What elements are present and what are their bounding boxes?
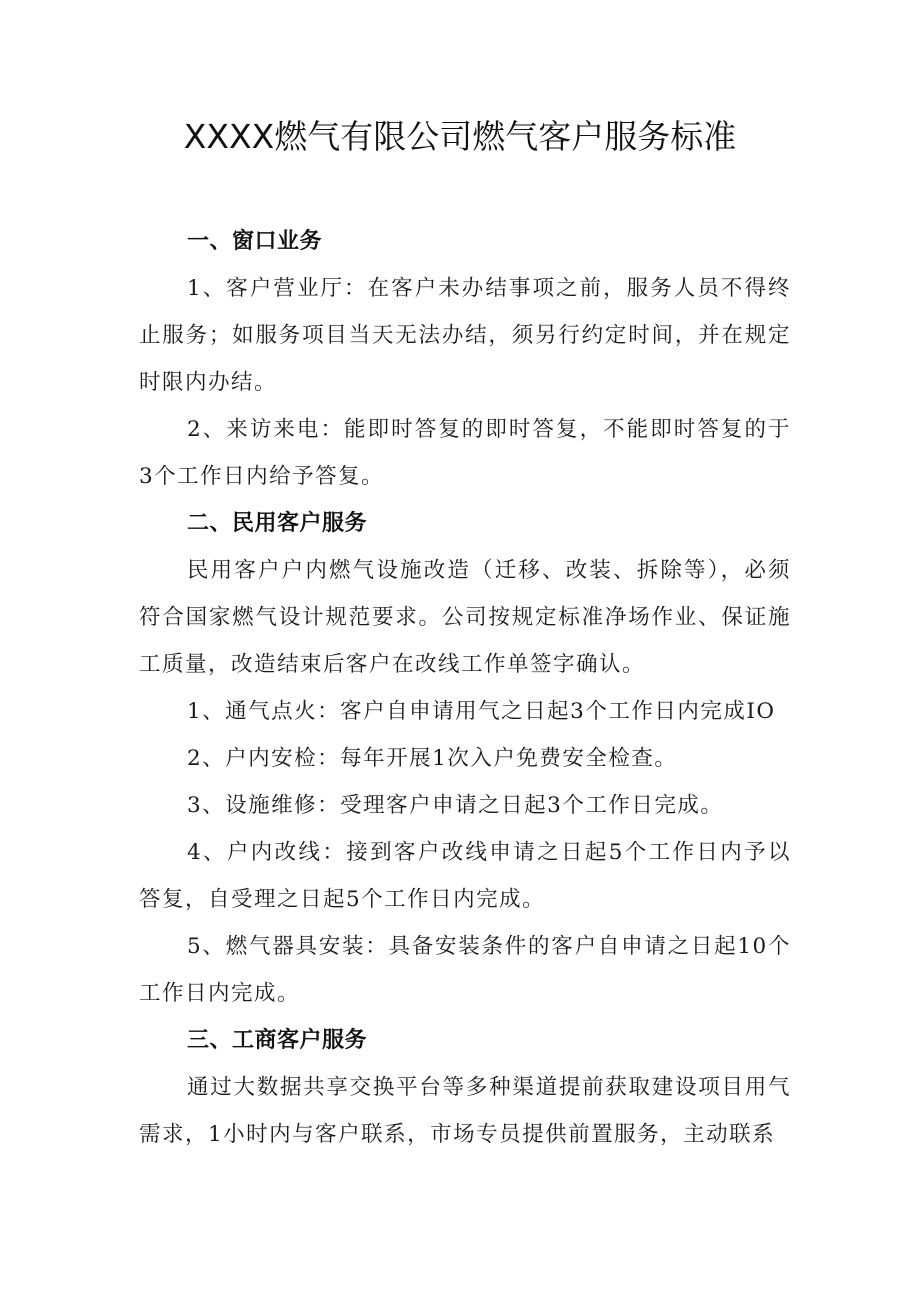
paragraph: 3、设施维修：受理客户申请之日起3个工作日完成。 bbox=[187, 793, 724, 818]
paragraph: 4、户内改线：接到客户改线申请之日起5个工作日内予以答复，自受理之日起5个工作日内完成。 bbox=[139, 840, 791, 912]
paragraph: 2、户内安检：每年开展1次入户免费安全检查。 bbox=[187, 746, 678, 771]
paragraph: 1、通气点火：客户自申请用气之日起3个工作日内完成IO bbox=[187, 699, 776, 724]
section-heading-window-business: 一、窗口业务 bbox=[187, 229, 323, 254]
document-body bbox=[139, 218, 791, 1158]
paragraph: 1、客户营业厅：在客户未办结事项之前，服务人员不得终止服务；如服务项目当天无法办结，须另行约定时间，并在规定时限内办结。 bbox=[139, 276, 791, 395]
paragraph: 通过大数据共享交换平台等多种渠道提前获取建设项目用气需求，1小时内与客户联系，市场专员提供前置服务，主动联系 bbox=[139, 1075, 791, 1147]
paragraph: 2、来访来电：能即时答复的即时答复，不能即时答复的于3个工作日内给予答复。 bbox=[139, 417, 791, 489]
paragraph: 民用客户户内燃气设施改造（迁移、改装、拆除等），必须符合国家燃气设计规范要求。公司按规定标准净场作业、保证施工质量，改造结束后客户在改线工作单签字确认。 bbox=[139, 558, 791, 677]
document-title: XXXX燃气有限公司燃气客户服务标准 bbox=[183, 117, 737, 156]
section-heading-commercial-service: 三、工商客户服务 bbox=[187, 1028, 368, 1053]
section-heading-residential-service: 二、民用客户服务 bbox=[187, 511, 368, 536]
paragraph: 5、燃气器具安装：具备安装条件的客户自申请之日起10个工作日内完成。 bbox=[139, 934, 791, 1006]
